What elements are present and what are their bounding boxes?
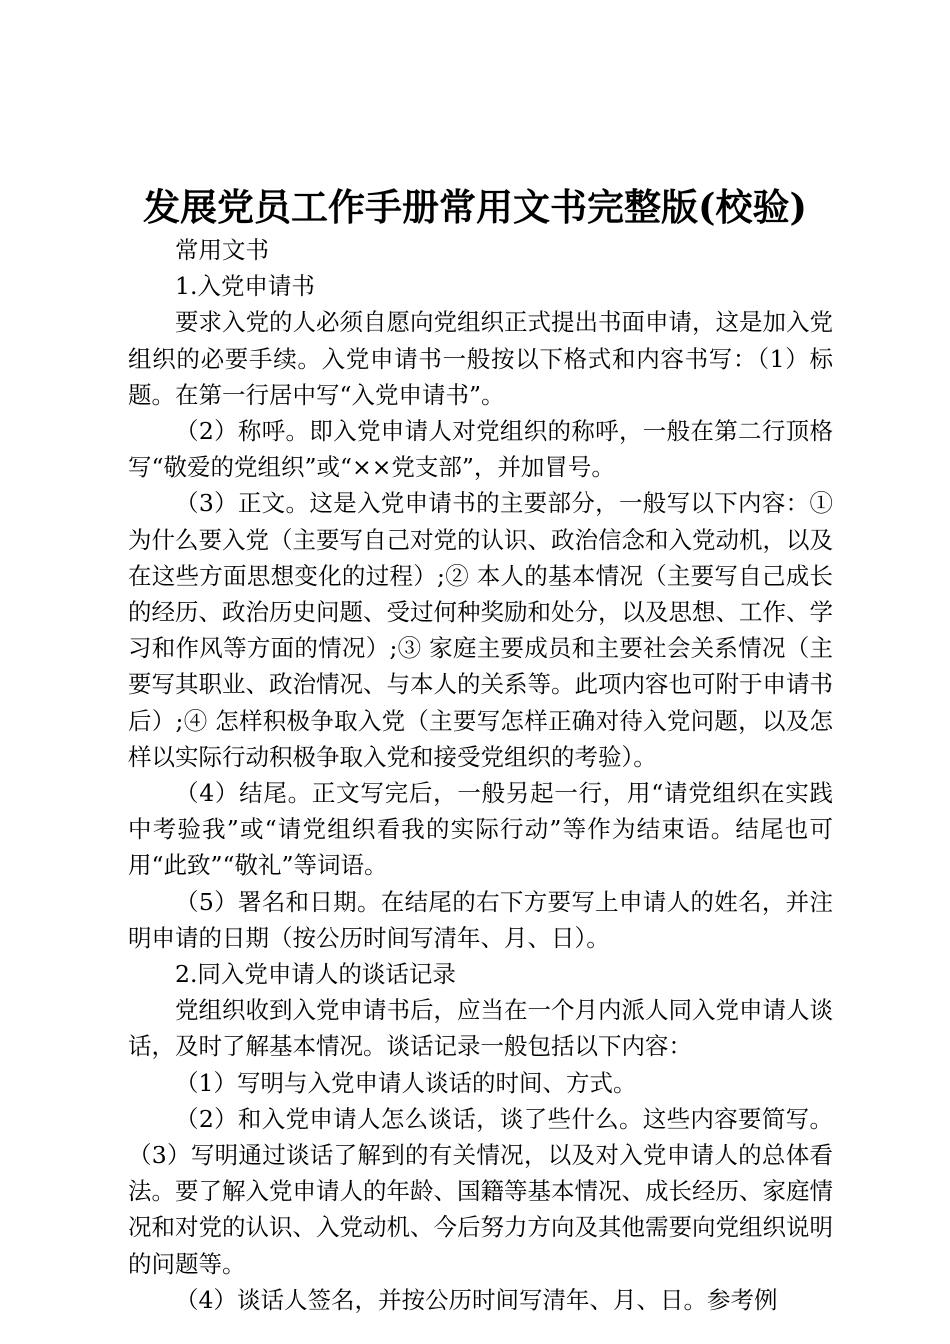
section-heading: 2.同入党申请人的谈话记录: [175, 960, 456, 989]
paragraph: （2）称呼。即入党申请人对党组织的称呼，一般在第二行顶格写“敬爱的党组织”或“××党支部”，并加冒号。: [128, 417, 833, 482]
paragraph: （4）谈话人签名，并按公历时间写清年、月、日。参考例: [175, 1285, 778, 1314]
paragraph: 要求入党的人必须自愿向党组织正式提出书面申请，这是加入党组织的必要手续。入党申请书一般按以下格式和内容书写：（1）标题。在第一行居中写“入党申请书”。: [128, 308, 833, 409]
paragraph: （4）结尾。正文写完后，一般另起一行，用“请党组织在实践中考验我”或“请党组织看我的实际行动”等作为结束语。结尾也可用“此致”“敬礼”等词语。: [128, 779, 833, 880]
paragraph: （2）和入党申请人怎么谈话，谈了些什么。这些内容要简写。（3）写明通过谈话了解到的有关情况，以及对入党申请人的总体看法。要了解入党申请人的年龄、国籍等基本情况、成长经历、家庭情况和对党的认识、入党动机、今后努力方向及其他需要向党组织说明的问题等。: [128, 1104, 833, 1278]
section-heading: 常用文书: [175, 236, 269, 264]
document-title: 发展党员工作手册常用文书完整版(校验): [142, 185, 807, 229]
paragraph: （1）写明与入党申请人谈话的时间、方式。: [175, 1068, 637, 1097]
document-body: [128, 232, 833, 1318]
paragraph: 党组织收到入党申请书后，应当在一个月内派人同入党申请人谈话，及时了解基本情况。谈话记录一般包括以下内容：: [128, 996, 833, 1061]
section-heading: 1.入党申请书: [175, 272, 315, 301]
paragraph: （5）署名和日期。在结尾的右下方要写上申请人的姓名，并注明申请的日期（按公历时间写清年、月、日）。: [128, 887, 833, 952]
paragraph: （3）正文。这是入党申请书的主要部分，一般写以下内容：①为什么要入党（主要写自己对党的认识、政治信念和入党动机，以及在这些方面思想变化的过程）;② 本人的基本情况（主要写自己成长的经历、政治历史问题、受过何种奖励和处分，以及思想、工作、学习和作风等方面的情况）;③ 家庭主要成员和主要社会关系情况（主要写其职业、政治情况、与本人的关系等。此项内容也可附于申请书后）;④ 怎样积极争取入党（主要写怎样正确对待入党问题，以及怎样以实际行动积极争取入党和接受党组织的考验）。: [128, 489, 833, 771]
